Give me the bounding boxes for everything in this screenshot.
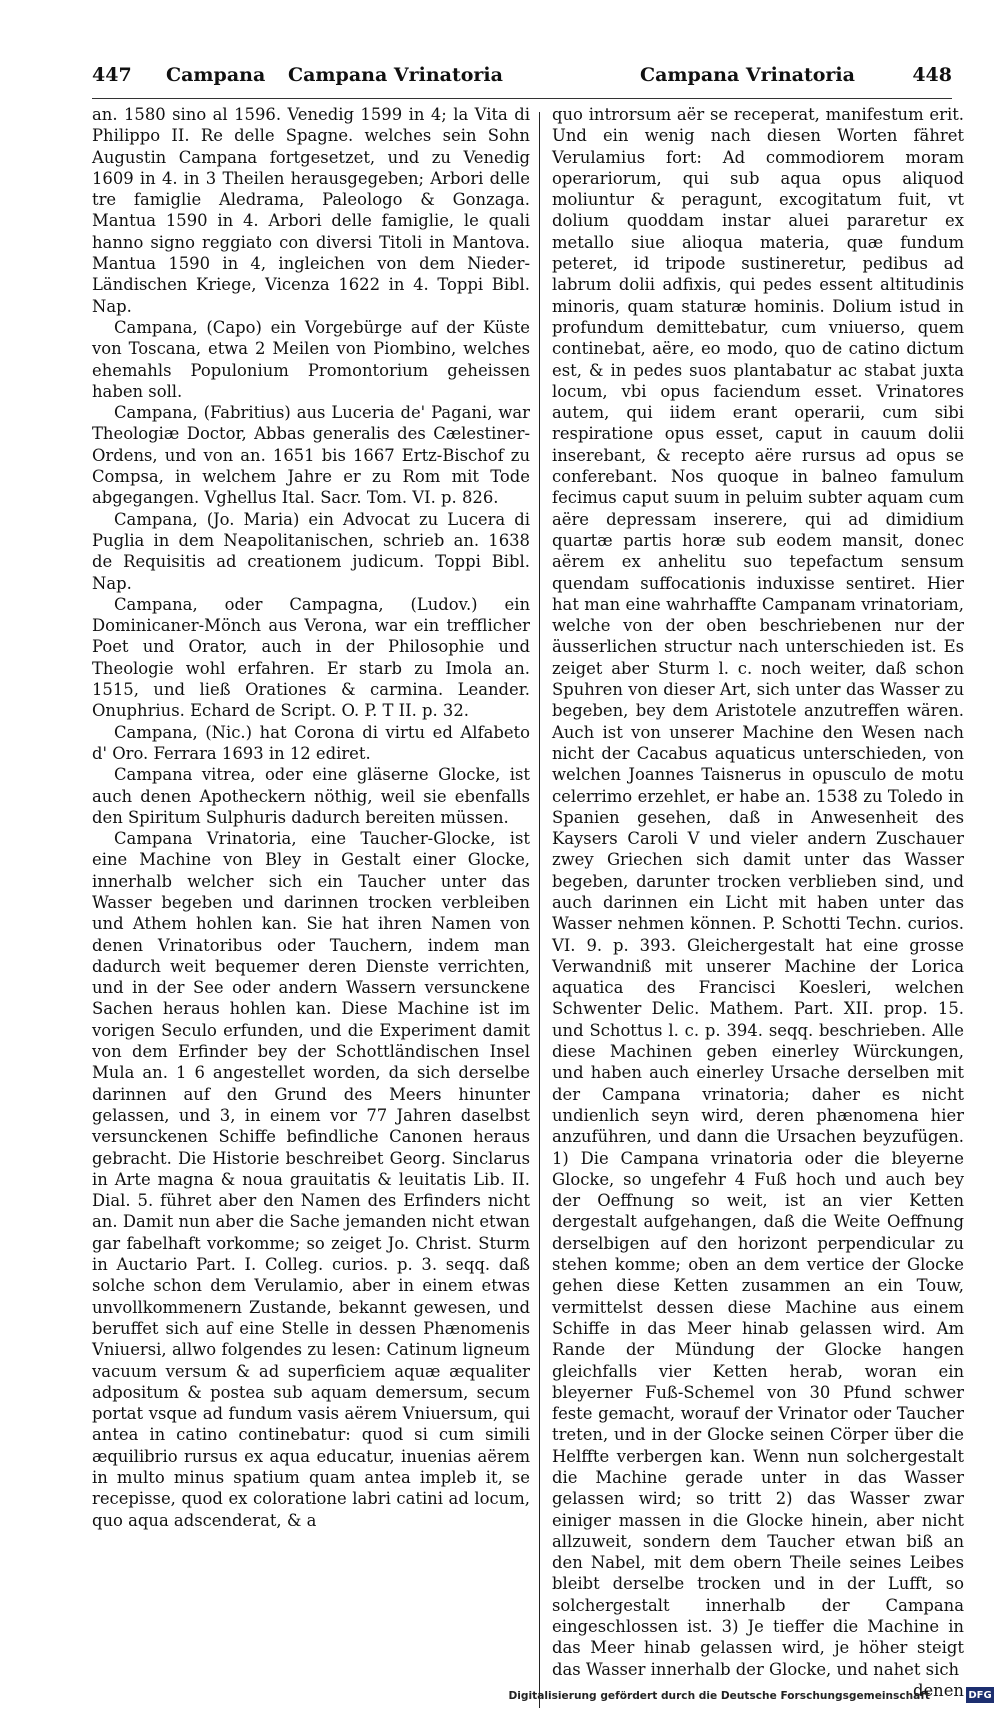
- running-head: [92, 64, 952, 96]
- entry-paragraph: Campana, (Jo. Maria) ein Advocat zu Lucera di Puglia in dem Neapolitanischen, schrieb an. 1638 de Requisitis ad creationem judicum. Toppi Bibl. Nap.: [92, 509, 530, 593]
- right-column: [552, 104, 964, 1701]
- header-rule: [92, 98, 952, 99]
- page-number-right: 448: [912, 64, 952, 86]
- column-divider: [539, 112, 540, 1708]
- entry-paragraph: an. 1580 sino al 1596. Venedig 1599 in 4; la Vita di Philippo II. Re delle Spagne. welches sein Sohn Augustin Campana fortgesetzet, und zu Venedig 1609 in 4. in 3 Theilen herausgegeben; Arbori delle tre famiglie Aledrama, Paleologo & Gonzaga. Mantua 1590 in 4. Arbori delle famiglie, le quali hanno signo reggiato con diversi Titoli in Mantova. Mantua 1590 in 4, ingleichen von dem Nieder-Ländischen Kriege, Vicenza 1622 in 4. Toppi Bibl. Nap.: [92, 105, 530, 316]
- running-title-center: Campana Vrinatoria: [288, 64, 503, 86]
- entry-paragraph: Campana, oder Campagna, (Ludov.) ein Dominicaner-Mönch aus Verona, war ein trefflicher Poet und Orator, auch in der Philosophie und Theologie wohl erfahren. Er starb zu Imola an. 1515, und ließ Orationes & carmina. Leander. Onuphrius. Echard de Script. O. P. T II. p. 32.: [92, 594, 530, 721]
- page-number-left: 447: [92, 64, 132, 86]
- entry-paragraph: Campana vitrea, oder eine gläserne Glocke, ist auch denen Apotheckern nöthig, weil sie ebenfalls den Spiritum Sulphuris dadurch bereiten müssen.: [92, 765, 530, 827]
- entry-paragraph: Campana Vrinatoria, eine Taucher-Glocke, ist eine Machine von Bley in Gestalt einer Glocke, innerhalb welcher sich ein Taucher unter das Wasser begeben und darinnen trocken verbleiben und Athem hohlen kan. Sie hat ihren Namen von denen Vrinatoribus oder Tauchern, indem man dadurch weit bequemer deren Dienste verrichten, und in der See oder andern Wassern versunckene Sachen heraus hohlen kan. Diese Machine ist im vorigen Seculo erfunden, und die Experiment damit von dem Erfinder bey der Schottländischen Insel Mula an. 1 6 angestellet worden, da sich derselbe darinnen auf den Grund des Meers hinunter gelassen, und 3, in einem vor 77 Jahren daselbst versunckenen Schiffe befindliche Canonen heraus gebracht. Die Historie beschreibet Georg. Sinclarus in Arte magna & noua grauitatis & leuitatis Lib. II. Dial. 5. führet aber den Namen des Erfinders nicht an. Damit nun aber die Sache jemanden nicht etwan gar fabelhaft vorkomme; so zeiget Jo. Christ. Sturm in Auctario Part. I. Colleg. curios. p. 3. seqq. daß solche schon dem Verulamio, aber in einem etwas unvollkommenern Zustande, bekannt gewesen, und beruffet sich auf eine Stelle in dessen Phænomenis Vniuersi, allwo folgendes zu lesen: Catinum ligneum vacuum versum & ad superficiem aquæ æqualiter adpositum & postea sub aquam demersum, secum portat vsque ad fundum vasis aërem Vniuersum, qui antea in catino continebatur: quod si cum simili æquilibrio rursus ex aqua educatur, inuenias aërem in multo minus spatium quam antea impleb it, se recepisse, quod ex coloratione labri catini ad locum, quo aqua adscenderat, & a: [92, 829, 530, 1530]
- running-title-left: Campana: [166, 64, 266, 86]
- catchword: denen: [912, 1680, 964, 1700]
- entry-paragraph: Campana, (Capo) ein Vorgebürge auf der Küste von Toscana, etwa 2 Meilen von Piombino, welches ehemahls Populonium Promontorium geheissen haben soll.: [92, 317, 530, 401]
- dfg-logo: DFG: [966, 1687, 994, 1703]
- running-title-right: Campana Vrinatoria: [640, 64, 855, 86]
- entry-paragraph: quo introrsum aër se receperat, manifestum erit. Und ein wenig nach diesen Worten fähret Verulamius fort: Ad commodiorem moram operariorum, qui sub aqua opus aliquod moliuntur & peragunt, excogitatum fuit, vt dolium quoddam instar aluei pararetur ex metallo siue alioqua materia, quæ fundum peteret, id tripode sustineretur, pedibus ad labrum dolii adfixis, qui pedes essent altitudinis minoris, quam staturæ hominis. Dolium istud in profundum demittebatur, cum vniuerso, quem continebat, aëre, eo modo, quo de catino dictum est, & in pedes suos plantabatur ac stabat juxta locum, vbi opus faciendum esset. Vrinatores autem, qui iidem erant operarii, cum sibi respiratione opus esset, caput in cauum dolii inserebant, & recepto aëre rursus ad opus se conferebant. Nos quoque in balneo famulum fecimus caput suum in peluim subter aquam cum aëre depressam inserere, qui ad dimidium quartæ partis horæ sub eodem mansit, donec aërem ex anhelitu suo tepefactum sensum quendam suffocationis induxisse sentiret. Hier hat man eine wahrhaffte Campanam vrinatoriam, welche von der oben beschriebenen nur der äusserlichen structur nach unterschieden ist. Es zeiget aber Sturm l. c. noch weiter, daß schon Spuhren von dieser Art, sich unter das Wasser zu begeben, bey dem Aristotele anzutreffen wären. Auch ist von unserer Machine den Wesen nach nicht der Cacabus aquaticus unterschieden, von welchen Joannes Taisnerus in opusculo de motu celerrimo erzehlet, er habe an. 1538 zu Toledo in Spanien gesehen, daß in Anwesenheit des Kaysers Caroli V und vieler andern Zuschauer zwey Griechen sich damit unter das Wasser begeben, darunter trocken verblieben sind, und auch darinnen ein Licht mit haben unter das Wasser nehmen können. P. Schotti Techn. curios. VI. 9. p. 393. Gleichergestalt hat eine grosse Verwandniß mit unserer Machine der Lorica aquatica des Francisci Koesleri, welchen Schwenter Delic. Mathem. Part. XII. prop. 15. und Schottus l. c. p. 394. seqq. beschrieben. Alle diese Machinen geben einerley Würckungen, und haben auch einerley Ursache derselben mit der Campana vrinatoria; daher es nicht undienlich seyn wird, deren phænomena hier anzuführen, und dann die Ursachen beyzufügen. 1) Die Campana vrinatoria oder die bleyerne Glocke, so ungefehr 4 Fuß hoch und auch bey der Oeffnung so weit, ist an vier Ketten dergestalt aufgehangen, daß die Weite Oeffnung derselbigen auf den horizont perpendicular zu stehen komme; oben an dem vertice der Glocke gehen diese Ketten zusammen an ein Touw, vermittelst dessen diese Machine aus einem Schiffe in das Meer hinab gelassen wird. Am Rande der Mündung der Glocke hangen gleichfalls vier Ketten herab, woran ein bleyerner Fuß-Schemel von 30 Pfund schwer feste gemacht, worauf der Vrinator oder Taucher treten, und in der Glocke seinen Cörper über die Helffte verbergen kan. Wenn nun solchergestalt die Machine gerade unter in das Wasser gelassen wird; so tritt 2) das Wasser zwar einiger massen in die Glocke hinein, aber nicht allzuweit, sondern dem Taucher etwan biß an den Nabel, mit dem obern Theile seines Leibes bleibt derselbe trocken und in der Lufft, so solchergestalt innerhalb der Campana eingeschlossen ist. 3) Je tieffer die Machine in das Meer hinab gelassen wird, je höher steigt das Wasser innerhalb der Glocke, und nahet sich: [552, 105, 964, 1679]
- entry-paragraph: Campana, (Nic.) hat Corona di virtu ed Alfabeto d' Oro. Ferrara 1693 in 12 ediret.: [92, 722, 530, 763]
- digitization-credit: Digitalisierung gefördert durch die Deutsche Forschungsgemeinschaft: [508, 1690, 930, 1702]
- left-column: [92, 104, 530, 1531]
- entry-paragraph: Campana, (Fabritius) aus Luceria de' Pagani, war Theologiæ Doctor, Abbas generalis des Cælestiner-Ordens, und von an. 1651 bis 1667 Ertz-Bischof zu Compsa, in welchem Jahre er zu Rom mit Tode abgegangen. Vghellus Ital. Sacr. Tom. VI. p. 826.: [92, 403, 530, 508]
